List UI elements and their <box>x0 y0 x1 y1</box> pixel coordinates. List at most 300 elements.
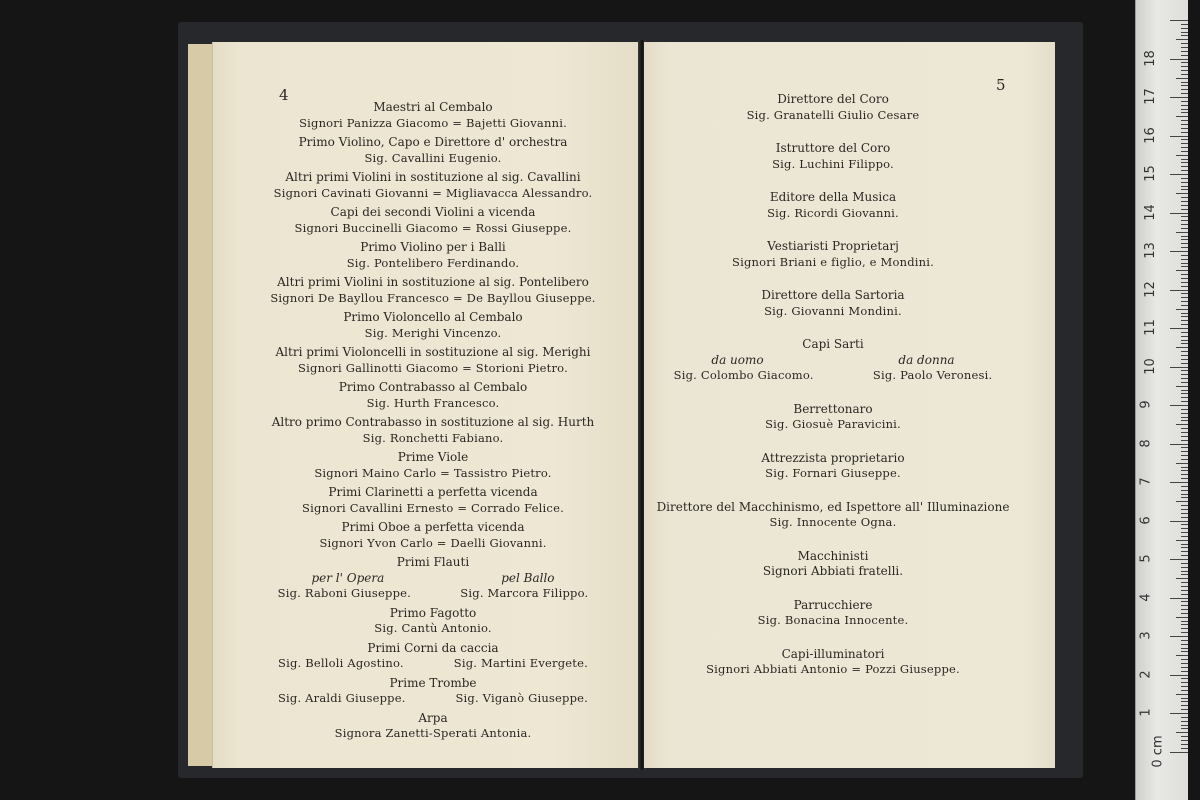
ruler-tick <box>1181 47 1188 48</box>
role-heading: Signori Abbiati fratelli. <box>762 564 904 578</box>
section-spacer <box>644 580 1022 598</box>
ruler-tick <box>1181 744 1188 745</box>
left-page-text <box>253 100 613 742</box>
ruler-tick <box>1170 444 1188 445</box>
role-heading: Primo Violino, Capo e Direttore d' orchestra <box>298 135 568 149</box>
ruler-tick <box>1181 574 1188 575</box>
ruler-tick <box>1181 363 1188 364</box>
ruler-tick <box>1181 505 1188 506</box>
ruler-tick <box>1181 74 1188 75</box>
ruler-tick <box>1181 467 1188 468</box>
ruler-tick <box>1181 374 1188 375</box>
ruler-label: 7 <box>1138 477 1154 486</box>
personnel-names: Signori Maino Carlo = Tassistro Pietro. <box>314 465 552 480</box>
personnel-names: Signori Buccinelli Giacomo = Rossi Giuseppe. <box>294 220 572 235</box>
ruler-tick <box>1181 459 1188 460</box>
ruler-tick <box>1181 671 1188 672</box>
ruler-tick <box>1181 297 1188 298</box>
ruler-tick <box>1181 455 1188 456</box>
ruler-tick <box>1181 682 1188 683</box>
section-spacer <box>644 482 1022 500</box>
ruler-tick <box>1181 124 1188 125</box>
ruler-tick <box>1181 332 1188 333</box>
role-heading: Altri primi Violoncelli in sostituzione al sig. Merighi <box>275 345 591 359</box>
role-heading: Arpa <box>418 710 448 725</box>
role-heading: Capi dei secondi Violini a vicenda <box>330 205 536 219</box>
ruler-tick <box>1181 393 1188 394</box>
ruler-tick <box>1181 189 1188 190</box>
ruler-tick <box>1181 28 1188 29</box>
ruler-tick <box>1181 228 1188 229</box>
ruler-tick <box>1181 93 1188 94</box>
role-heading: Altro primo Contrabasso in sostituzione al sig. Hurth <box>271 415 595 429</box>
ruler-tick <box>1170 213 1188 214</box>
ruler-label: 1 <box>1138 708 1154 717</box>
ruler-tick <box>1170 290 1188 291</box>
column-left: Sig. Belloli Agostino. <box>277 656 404 670</box>
personnel-names: Sig. Cantù Antonio. <box>374 621 492 635</box>
ruler-label: 3 <box>1138 631 1154 640</box>
role-heading: Maestri al Cembalo <box>373 100 493 114</box>
ruler-label: 4 <box>1138 592 1154 602</box>
role-heading: Altri primi Violini in sostituzione al sig. Cavallini <box>285 170 581 184</box>
ruler-tick <box>1176 232 1188 233</box>
personnel-names: Sig. Merighi Vincenzo. <box>364 325 502 340</box>
ruler-tick <box>1181 417 1188 418</box>
personnel-names-row <box>253 691 613 707</box>
ruler-tick <box>1176 155 1188 156</box>
ruler-tick <box>1181 220 1188 221</box>
ruler-tick <box>1181 55 1188 56</box>
ruler-tick <box>1181 721 1188 722</box>
ruler-tick <box>1181 401 1188 402</box>
ruler-tick <box>1176 540 1188 541</box>
ruler-tick <box>1181 717 1188 718</box>
ruler-tick <box>1181 66 1188 67</box>
column-left: Sig. Colombo Giacomo. <box>673 368 814 382</box>
ruler-tick <box>1181 609 1188 610</box>
personnel-names-row <box>644 368 1022 384</box>
personnel-names: Sig. Giosuè Paravicini. <box>765 417 901 431</box>
column-right: Sig. Viganò Giuseppe. <box>455 691 589 705</box>
subheading-row <box>253 571 613 587</box>
measuring-ruler <box>1135 0 1188 800</box>
personnel-names: Signori Gallinotti Giacomo = Storioni Pietro. <box>298 360 568 375</box>
ruler-tick <box>1181 355 1188 356</box>
ruler-tick <box>1181 324 1188 325</box>
role-heading: Capi Sarti <box>802 337 864 351</box>
ruler-tick <box>1176 39 1188 40</box>
ruler-tick <box>1181 532 1188 533</box>
page-number: 5 <box>996 76 1006 94</box>
ruler-tick <box>1181 736 1188 737</box>
ruler-tick <box>1181 728 1188 729</box>
personnel-names: Sig. Ronchetti Fabiano. <box>362 430 504 445</box>
right-page-text <box>644 92 1022 678</box>
role-heading: Primi Oboe a perfetta vicenda <box>341 520 525 534</box>
ruler-tick <box>1181 378 1188 379</box>
ruler-label: 6 <box>1138 515 1154 525</box>
right-page <box>644 42 1055 768</box>
ruler-tick <box>1181 382 1188 383</box>
ruler-tick <box>1181 316 1188 317</box>
column-left: Sig. Araldi Giuseppe. <box>277 691 406 705</box>
ruler-tick <box>1181 266 1188 267</box>
personnel-names-row <box>253 656 613 672</box>
ruler-tick <box>1181 397 1188 398</box>
ruler-tick <box>1181 239 1188 240</box>
ruler-tick <box>1181 725 1188 726</box>
ruler-tick <box>1181 313 1188 314</box>
ruler-tick <box>1176 501 1188 502</box>
ruler-tick <box>1176 655 1188 656</box>
section-spacer <box>644 433 1022 451</box>
ruler-tick <box>1181 147 1188 148</box>
role-heading: Capi-illuminatori <box>781 646 885 661</box>
personnel-names: Sig. Cavallini Eugenio. <box>364 150 502 165</box>
ruler-tick <box>1181 162 1188 163</box>
role-heading: Istruttore del Coro <box>775 141 891 155</box>
ruler-tick <box>1181 278 1188 279</box>
role-heading: Editore della Musica <box>769 190 897 204</box>
ruler-label: 16 <box>1142 126 1158 144</box>
ruler-tick <box>1181 478 1188 479</box>
ruler-tick <box>1181 359 1188 360</box>
ruler-tick <box>1181 648 1188 649</box>
ruler-tick <box>1181 686 1188 687</box>
ruler-tick <box>1181 82 1188 83</box>
role-heading: Vestiaristi Proprietarj <box>767 239 899 253</box>
ruler-tick <box>1181 351 1188 352</box>
ruler-tick <box>1181 128 1188 129</box>
ruler-tick <box>1181 748 1188 749</box>
ruler-tick <box>1181 571 1188 572</box>
personnel-names: Signori De Bayllou Francesco = De Bayllou Giuseppe. <box>270 290 596 305</box>
ruler-tick <box>1181 628 1188 629</box>
ruler-tick <box>1181 659 1188 660</box>
ruler-tick <box>1181 490 1188 491</box>
ruler-tick <box>1181 320 1188 321</box>
ruler-tick <box>1176 386 1188 387</box>
ruler-tick <box>1181 216 1188 217</box>
ruler-tick <box>1181 409 1188 410</box>
ruler-tick <box>1181 89 1188 90</box>
ruler-tick <box>1170 97 1188 98</box>
ruler-tick <box>1181 613 1188 614</box>
ruler-tick <box>1181 105 1188 106</box>
ruler-tick <box>1181 544 1188 545</box>
ruler-tick <box>1181 370 1188 371</box>
role-heading: Macchinisti <box>797 548 869 563</box>
ruler-tick <box>1181 605 1188 606</box>
ruler-tick <box>1181 159 1188 160</box>
ruler-tick <box>1181 551 1188 552</box>
column-left: per l' Opera <box>311 570 385 585</box>
section-spacer <box>644 384 1022 402</box>
ruler-tick <box>1181 474 1188 475</box>
personnel-names: Signori Cavinati Giovanni = Migliavacca Alessandro. <box>273 185 593 200</box>
ruler-tick <box>1181 143 1188 144</box>
ruler-tick <box>1176 732 1188 733</box>
column-right: Sig. Martini Evergete. <box>453 656 588 670</box>
ruler-tick <box>1170 752 1188 753</box>
ruler-tick <box>1181 447 1188 448</box>
ruler-tick <box>1181 166 1188 167</box>
ruler-tick <box>1181 601 1188 602</box>
ruler-tick <box>1181 524 1188 525</box>
ruler-tick <box>1181 263 1188 264</box>
personnel-names: Sig. Innocente Ogna. <box>769 515 897 529</box>
ruler-tick <box>1170 367 1188 368</box>
role-heading: Primo Fagotto <box>389 605 477 620</box>
ruler-tick <box>1181 120 1188 121</box>
ruler-tick <box>1181 432 1188 433</box>
ruler-tick <box>1181 621 1188 622</box>
page-number: 4 <box>279 86 289 104</box>
subheading-row <box>644 353 1022 369</box>
ruler-tick <box>1181 470 1188 471</box>
ruler-tick <box>1181 201 1188 202</box>
section-spacer <box>644 319 1022 337</box>
ruler-tick <box>1181 590 1188 591</box>
ruler-tick <box>1181 259 1188 260</box>
personnel-names: Signori Panizza Giacomo = Bajetti Giovanni. <box>299 115 567 130</box>
ruler-tick <box>1181 151 1188 152</box>
ruler-tick <box>1181 451 1188 452</box>
ruler-tick <box>1181 340 1188 341</box>
ruler-tick <box>1181 178 1188 179</box>
ruler-tick <box>1181 701 1188 702</box>
column-right: da donna <box>898 352 955 367</box>
role-heading: Berrettonaro <box>793 401 873 416</box>
ruler-tick <box>1181 536 1188 537</box>
personnel-names: Sig. Giovanni Mondini. <box>764 303 902 318</box>
ruler-tick <box>1181 440 1188 441</box>
role-heading: Prime Trombe <box>389 675 477 690</box>
ruler-tick <box>1181 274 1188 275</box>
ruler-tick <box>1181 705 1188 706</box>
ruler-tick <box>1181 343 1188 344</box>
role-heading: Primi Clarinetti a perfetta vicenda <box>328 485 538 499</box>
ruler-tick <box>1181 224 1188 225</box>
ruler-tick <box>1176 270 1188 271</box>
role-heading: Primo Violino per i Balli <box>360 240 506 254</box>
ruler-label: 14 <box>1142 203 1158 221</box>
ruler-tick <box>1181 663 1188 664</box>
personnel-names: Sig. Fornari Giuseppe. <box>765 466 901 480</box>
ruler-tick <box>1181 517 1188 518</box>
ruler-tick <box>1170 405 1188 406</box>
ruler-tick <box>1181 436 1188 437</box>
personnel-names: Signori Yvon Carlo = Daelli Giovanni. <box>319 535 547 550</box>
ruler-tick <box>1181 567 1188 568</box>
ruler-tick <box>1181 740 1188 741</box>
role-heading: Direttore della Sartoria <box>761 288 905 302</box>
personnel-names: Signori Abbiati Antonio = Pozzi Giuseppe. <box>706 662 960 676</box>
personnel-names: Signora Zanetti-Sperati Antonia. <box>334 726 532 740</box>
ruler-tick <box>1176 78 1188 79</box>
ruler-tick <box>1181 301 1188 302</box>
ruler-tick <box>1181 139 1188 140</box>
section-spacer <box>644 221 1022 239</box>
ruler-tick <box>1181 24 1188 25</box>
ruler-tick <box>1181 494 1188 495</box>
ruler-label: 10 <box>1142 357 1158 375</box>
ruler-tick <box>1181 109 1188 110</box>
column-right: Sig. Paolo Veronesi. <box>872 368 993 382</box>
ruler-tick <box>1181 709 1188 710</box>
ruler-tick <box>1181 413 1188 414</box>
ruler-tick <box>1170 713 1188 714</box>
ruler-tick <box>1181 513 1188 514</box>
ruler-tick <box>1176 347 1188 348</box>
ruler-label: 15 <box>1142 165 1158 182</box>
ruler-tick <box>1181 85 1188 86</box>
ruler-tick <box>1181 112 1188 113</box>
ruler-tick <box>1181 282 1188 283</box>
ruler-tick <box>1181 420 1188 421</box>
ruler-tick <box>1181 336 1188 337</box>
ruler-tick <box>1181 236 1188 237</box>
ruler-label: 8 <box>1138 438 1154 448</box>
ruler-tick <box>1181 651 1188 652</box>
ruler-tick <box>1176 694 1188 695</box>
ruler-tick <box>1181 132 1188 133</box>
role-heading: Prime Viole <box>397 450 469 464</box>
ruler-tick <box>1181 640 1188 641</box>
ruler-label: 17 <box>1142 88 1158 105</box>
section-spacer <box>644 270 1022 288</box>
role-heading: Primo Violoncello al Cembalo <box>343 310 523 324</box>
ruler-label: 13 <box>1142 242 1158 259</box>
ruler-tick <box>1181 186 1188 187</box>
section-spacer <box>644 531 1022 549</box>
ruler-tick <box>1181 43 1188 44</box>
ruler-tick <box>1176 617 1188 618</box>
ruler-tick <box>1181 586 1188 587</box>
ruler-tick <box>1181 528 1188 529</box>
ruler-tick <box>1170 559 1188 560</box>
ruler-tick <box>1181 678 1188 679</box>
ruler-tick <box>1181 62 1188 63</box>
personnel-names: Sig. Luchini Filippo. <box>772 156 894 171</box>
ruler-tick <box>1181 101 1188 102</box>
ruler-label: 9 <box>1138 400 1154 409</box>
personnel-names: Signori Cavallini Ernesto = Corrado Felice. <box>302 500 564 515</box>
ruler-tick <box>1181 624 1188 625</box>
left-page <box>212 42 640 768</box>
section-spacer <box>644 123 1022 141</box>
ruler-label: 5 <box>1138 554 1154 563</box>
ruler-tick <box>1181 32 1188 33</box>
ruler-tick <box>1181 305 1188 306</box>
ruler-tick <box>1170 482 1188 483</box>
ruler-tick <box>1181 690 1188 691</box>
ruler-tick <box>1181 286 1188 287</box>
ruler-tick <box>1176 578 1188 579</box>
role-heading: Altri primi Violini in sostituzione al sig. Pontelibero <box>277 275 589 289</box>
column-right: pel Ballo <box>501 570 555 585</box>
ruler-tick <box>1170 675 1188 676</box>
ruler-tick <box>1176 309 1188 310</box>
role-heading: Attrezzista proprietario <box>761 450 905 465</box>
ruler-tick <box>1181 197 1188 198</box>
section-spacer <box>644 629 1022 647</box>
ruler-tick <box>1170 328 1188 329</box>
personnel-names-row <box>253 586 613 602</box>
ruler-tick <box>1181 698 1188 699</box>
role-heading: Direttore del Macchinismo, ed Ispettore all' Illuminazione <box>656 499 1010 514</box>
ruler-tick <box>1181 293 1188 294</box>
ruler-tick <box>1170 136 1188 137</box>
ruler-tick <box>1170 636 1188 637</box>
ruler-tick <box>1181 632 1188 633</box>
personnel-names: Sig. Bonacina Innocente. <box>757 613 909 627</box>
ruler-tick <box>1181 563 1188 564</box>
ruler-tick <box>1170 598 1188 599</box>
ruler-tick <box>1181 547 1188 548</box>
ruler-tick <box>1170 20 1188 21</box>
ruler-tick <box>1181 182 1188 183</box>
ruler-tick <box>1176 463 1188 464</box>
role-heading: Direttore del Coro <box>777 92 889 106</box>
ruler-tick <box>1181 35 1188 36</box>
ruler-tick <box>1181 70 1188 71</box>
ruler-tick <box>1181 205 1188 206</box>
ruler-tick <box>1181 51 1188 52</box>
ruler-tick <box>1181 509 1188 510</box>
ruler-label: 0 cm <box>1150 734 1166 768</box>
ruler-tick <box>1170 59 1188 60</box>
ruler-tick <box>1181 390 1188 391</box>
ruler-tick <box>1181 594 1188 595</box>
column-left: da uomo <box>711 352 764 367</box>
role-heading: Primi Flauti <box>396 555 470 569</box>
column-right: Sig. Marcora Filippo. <box>460 586 589 600</box>
ruler-tick <box>1176 424 1188 425</box>
ruler-label: 11 <box>1142 319 1158 336</box>
ruler-tick <box>1181 247 1188 248</box>
ruler-tick <box>1181 497 1188 498</box>
ruler-tick <box>1170 521 1188 522</box>
ruler-tick <box>1181 209 1188 210</box>
ruler-tick <box>1181 255 1188 256</box>
ruler-label: 12 <box>1142 280 1158 298</box>
ruler-label: 2 <box>1138 669 1154 679</box>
ruler-tick <box>1170 251 1188 252</box>
column-left: Sig. Raboni Giuseppe. <box>277 586 412 600</box>
ruler-tick <box>1181 667 1188 668</box>
personnel-names: Sig. Ricordi Giovanni. <box>767 205 899 220</box>
ruler-tick <box>1181 555 1188 556</box>
ruler-label: 18 <box>1142 49 1158 67</box>
ruler-tick <box>1170 174 1188 175</box>
ruler-tick <box>1181 243 1188 244</box>
personnel-names: Sig. Pontelibero Ferdinando. <box>346 255 520 270</box>
ruler-tick <box>1181 486 1188 487</box>
ruler-tick <box>1181 428 1188 429</box>
ruler-tick <box>1176 116 1188 117</box>
section-spacer <box>644 172 1022 190</box>
ruler-tick <box>1181 582 1188 583</box>
personnel-names: Sig. Granatelli Giulio Cesare <box>746 107 920 122</box>
personnel-names: Signori Briani e figlio, e Mondini. <box>732 254 934 269</box>
role-heading: Parrucchiere <box>793 597 873 612</box>
ruler-tick <box>1181 170 1188 171</box>
role-heading: Primo Contrabasso al Cembalo <box>338 380 528 394</box>
ruler-tick <box>1181 644 1188 645</box>
personnel-names: Sig. Hurth Francesco. <box>366 395 500 410</box>
